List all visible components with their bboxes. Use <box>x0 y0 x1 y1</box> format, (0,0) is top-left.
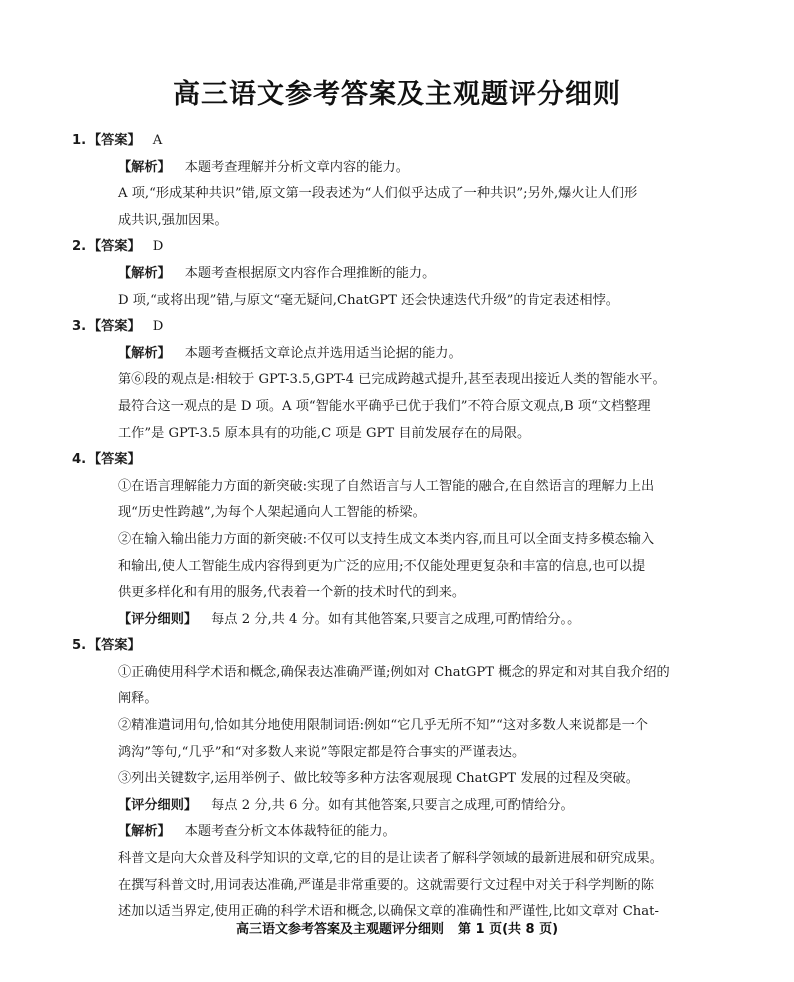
q4-point-2-line-1: ②在输入输出能力方面的新突破:不仅可以支持生成文本类内容,而且可以全面支持多模态输入 <box>118 531 655 547</box>
q1-explain-line-2: 成共识,强加因果。 <box>118 212 228 228</box>
q4-number: 4. <box>72 452 87 468</box>
analysis-label: 【解析】 <box>118 159 171 175</box>
q5-explain-line-2: 在撰写科普文时,用词表达准确,严谨是非常重要的。这就需要行文过程中对关于科学判断的陈 <box>118 877 654 893</box>
question-3 <box>72 314 700 447</box>
q5-point-3-line-1: ③列出关键数字,运用举例子、做比较等多种方法客观展现 ChatGPT 发展的过程及突破。 <box>118 771 639 787</box>
q5-scoring-text: 每点 2 分,共 6 分。如有其他答案,只要言之成理,可酌情给分。 <box>211 797 574 813</box>
q4-point-1-line-2: 现“历史性跨越”,为每个人架起通向人工智能的桥梁。 <box>118 505 426 521</box>
q3-answer-line <box>72 314 700 341</box>
q5-point-2-line-1: ②精准遣词用句,恰如其分地使用限制词语:例如“它几乎无所不知”“这对多数人来说都是一个 <box>118 718 648 734</box>
q2-number: 2. <box>72 239 87 255</box>
q4-scoring-line <box>88 607 700 634</box>
question-4 <box>72 447 700 633</box>
q5-explain-line-3: 述加以适当界定,使用正确的科学术语和概念,以确保文章的准确性和严谨性,比如文章对 Chat- <box>118 904 659 920</box>
q1-analysis-text: 本题考查理解并分析文章内容的能力。 <box>184 159 409 175</box>
q3-answer-value: D <box>152 319 164 335</box>
q5-point-1-line-1: ①正确使用科学术语和概念,确保表达准确严谨;例如对 ChatGPT 概念的界定和对其自我介绍的 <box>118 664 670 680</box>
answer-label: 【答案】 <box>88 239 141 255</box>
footer-page-number: 第 1 页(共 8 页) <box>457 922 559 937</box>
answer-label: 【答案】 <box>88 133 141 148</box>
q3-number: 3. <box>72 319 87 335</box>
q5-point-2-line-2: 鸿沟”等句,“几乎”和“对多数人来说”等限定都是符合事实的严谨表达。 <box>118 744 526 760</box>
q3-explain-line-1: 第⑥段的观点是:相较于 GPT-3.5,GPT-4 已完成跨越式提升,甚至表现出接近人类的智能水平。 <box>118 372 666 388</box>
q2-answer-line <box>72 234 700 261</box>
q1-answer-value: A <box>152 133 163 148</box>
q5-point-1-line-2: 阐释。 <box>118 691 158 707</box>
page-title: 高三语文参考答案及主观题评分细则 <box>173 79 621 110</box>
q1-explain-line-1: A 项,“形成某种共识”错,原文第一段表述为“人们似乎达成了一种共识”;另外,爆火让人们形 <box>118 186 638 202</box>
question-1 <box>72 128 700 234</box>
analysis-label: 【解析】 <box>118 824 171 840</box>
q4-point-2-line-2: 和输出,使人工智能生成内容得到更为广泛的应用;不仅能处理更复杂和丰富的信息,也可以提 <box>118 558 646 574</box>
answer-label: 【答案】 <box>88 452 141 468</box>
q5-number: 5. <box>72 638 87 654</box>
q3-explain-line-3: 工作”是 GPT-3.5 原本具有的功能,C 项是 GPT 目前发展存在的局限。 <box>118 425 531 441</box>
q4-point-1-line-1: ①在语言理解能力方面的新突破:实现了自然语言与人工智能的融合,在自然语言的理解力上出 <box>118 478 655 494</box>
q5-answer-line <box>72 633 700 660</box>
footer-doc-title: 高三语文参考答案及主观题评分细则 <box>235 922 444 937</box>
q4-scoring-text: 每点 2 分,共 4 分。如有其他答案,只要言之成理,可酌情给分。。 <box>211 611 581 627</box>
q5-analysis-text: 本题考查分析文本体裁特征的能力。 <box>184 824 396 840</box>
q4-answer-line <box>72 447 700 474</box>
scoring-label: 【评分细则】 <box>118 611 198 627</box>
q3-analysis-line <box>88 341 700 368</box>
answer-content <box>72 128 700 926</box>
q1-answer-line <box>72 128 700 155</box>
q3-explain-line-2: 最符合这一观点的是 D 项。A 项“智能水平确乎已优于我们”不符合原文观点,B 项“文档整理 <box>118 398 651 414</box>
answer-label: 【答案】 <box>88 319 141 335</box>
q5-analysis-line <box>88 819 700 846</box>
q5-scoring-line <box>88 793 700 820</box>
answer-label: 【答案】 <box>88 638 141 654</box>
question-2 <box>72 234 700 314</box>
analysis-label: 【解析】 <box>118 265 171 281</box>
q5-explain-line-1: 科普文是向大众普及科学知识的文章,它的目的是让读者了解科学领域的最新进展和研究成果。 <box>118 851 663 867</box>
q2-analysis-line <box>88 261 700 288</box>
q2-analysis-text: 本题考查根据原文内容作合理推断的能力。 <box>184 265 436 281</box>
scoring-label: 【评分细则】 <box>118 797 198 813</box>
page-footer <box>0 918 794 937</box>
q1-analysis-line <box>88 155 700 182</box>
q2-answer-value: D <box>152 239 164 255</box>
q3-analysis-text: 本题考查概括文章论点并选用适当论据的能力。 <box>184 345 462 361</box>
analysis-label: 【解析】 <box>118 345 171 361</box>
q4-point-2-line-3: 供更多样化和有用的服务,代表着一个新的技术时代的到来。 <box>118 585 466 601</box>
question-5 <box>72 633 700 926</box>
q1-number: 1. <box>72 133 87 148</box>
q2-explain-line-1: D 项,“或将出现”错,与原文“毫无疑问,ChatGPT 还会快速迭代升级”的肯定表述相悖。 <box>118 292 619 308</box>
